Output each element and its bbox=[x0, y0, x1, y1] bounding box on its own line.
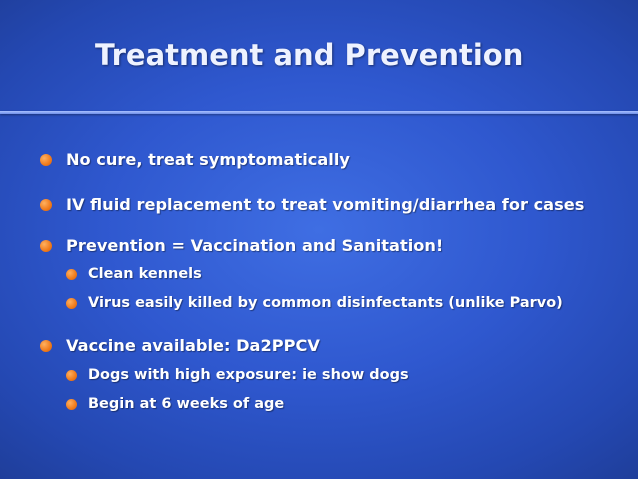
bullet-item bbox=[40, 236, 443, 255]
slide-title: Treatment and Prevention bbox=[95, 38, 524, 72]
sub-bullet-text: Clean kennels bbox=[88, 266, 202, 282]
sub-bullet-text: Begin at 6 weeks of age bbox=[88, 396, 285, 412]
bullet-dot-icon bbox=[66, 269, 77, 280]
bullet-dot-icon bbox=[40, 199, 52, 211]
bullet-item bbox=[40, 150, 350, 169]
bullet-dot-icon bbox=[66, 298, 77, 309]
bullet-dot-icon bbox=[66, 370, 77, 381]
sub-bullet-item bbox=[66, 367, 409, 383]
sub-bullet-text: Dogs with high exposure: ie show dogs bbox=[88, 367, 409, 383]
bullet-text: Prevention = Vaccination and Sanitation! bbox=[66, 236, 444, 255]
sub-bullet-item bbox=[66, 396, 284, 412]
bullet-dot-icon bbox=[40, 154, 52, 166]
bullet-item bbox=[40, 195, 584, 214]
bullet-dot-icon bbox=[40, 340, 52, 352]
sub-bullet-item bbox=[66, 295, 563, 311]
sub-bullet-item bbox=[66, 266, 202, 282]
bullet-dot-icon bbox=[40, 240, 52, 252]
sub-bullet-text: Virus easily killed by common disinfectants (unlike Parvo) bbox=[88, 295, 563, 311]
bullet-text: Vaccine available: Da2PPCV bbox=[66, 336, 320, 355]
title-divider bbox=[0, 111, 638, 114]
bullet-item bbox=[40, 336, 320, 355]
bullet-dot-icon bbox=[66, 399, 77, 410]
bullet-text: No cure, treat symptomatically bbox=[66, 150, 350, 169]
bullet-text: IV fluid replacement to treat vomiting/diarrhea for cases bbox=[66, 195, 585, 214]
